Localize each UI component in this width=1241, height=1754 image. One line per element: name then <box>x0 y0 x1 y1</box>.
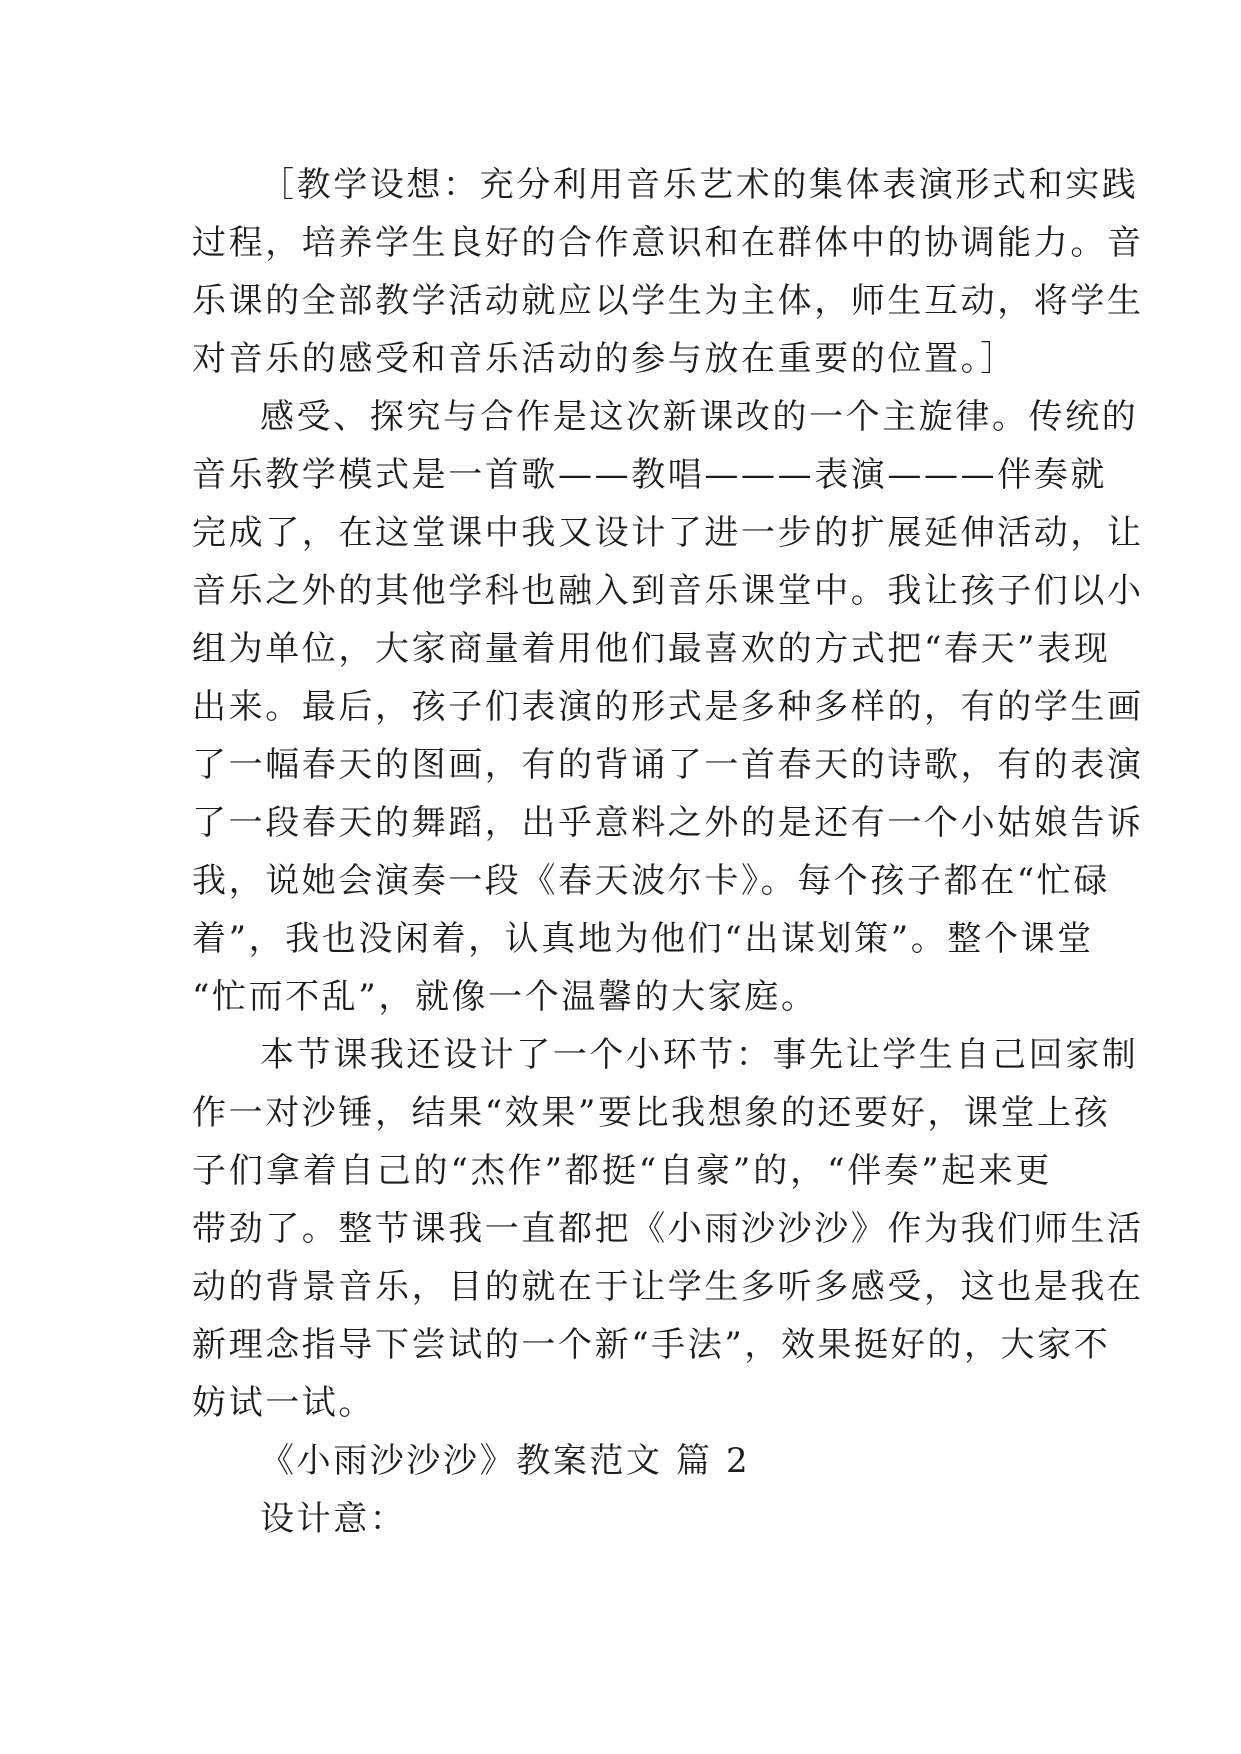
paragraph-new-curriculum <box>192 388 1144 1026</box>
section-heading: 《小雨沙沙沙》教案范文 篇 2 <box>260 1441 751 1481</box>
text-line: 新理念指导下尝试的一个新“手法”，效果挺好的，大家不 <box>192 1325 1111 1365</box>
text-line: ［教学设想：充分利用音乐艺术的集体表演形式和实践 <box>260 165 1139 205</box>
text-line: 了一幅春天的图画，有的背诵了一首春天的诗歌，有的表演 <box>192 745 1144 785</box>
text-line: 对音乐的感受和音乐活动的参与放在重要的位置。］ <box>192 339 1017 379</box>
text-line: 作一对沙锤，结果“效果”要比我想象的还要好，课堂上孩 <box>192 1093 1111 1133</box>
text-line: 了一段春天的舞蹈，出乎意料之外的是还有一个小姑娘告诉 <box>192 803 1144 843</box>
text-line: 出来。最后，孩子们表演的形式是多种多样的，有的学生画 <box>192 687 1144 727</box>
paragraph-sand-hammer <box>192 1026 1144 1432</box>
text-line: “忙而不乱”，就像一个温馨的大家庭。 <box>192 977 818 1017</box>
text-line: 子们拿着自己的“杰作”都挺“自豪”的，“伴奏”起来更 <box>192 1151 1052 1191</box>
text-line: 乐课的全部教学活动就应以学生为主体，师生互动，将学生 <box>192 281 1144 321</box>
text-line: 组为单位，大家商量着用他们最喜欢的方式把“春天”表现 <box>192 629 1111 669</box>
paragraph-teaching-concept <box>192 156 1144 388</box>
text-line: 音乐教学模式是一首歌——教唱———表演———伴奏就 <box>192 455 1107 495</box>
text-line: 感受、探究与合作是这次新课改的一个主旋律。传统的 <box>260 397 1139 437</box>
design-intent-label: 设计意： <box>260 1499 407 1539</box>
text-line: 动的背景音乐，目的就在于让学生多听多感受，这也是我在 <box>192 1267 1144 1307</box>
text-line: 音乐之外的其他学科也融入到音乐课堂中。我让孩子们以小 <box>192 571 1144 611</box>
document-body <box>192 156 1144 1548</box>
text-line: 我，说她会演奏一段《春天波尔卡》。每个孩子都在“忙碌 <box>192 861 1110 901</box>
text-line: 妨试一试。 <box>192 1383 375 1423</box>
text-line: 带劲了。整节课我一直都把《小雨沙沙沙》作为我们师生活 <box>192 1209 1144 1249</box>
text-line: 本节课我还设计了一个小环节：事先让学生自己回家制 <box>260 1035 1139 1075</box>
text-line: 着”，我也没闲着，认真地为他们“出谋划策”。整个课堂 <box>192 919 1094 959</box>
text-line: 完成了，在这堂课中我又设计了进一步的扩展延伸活动，让 <box>192 513 1144 553</box>
text-line: 过程，培养学生良好的合作意识和在群体中的协调能力。音 <box>192 223 1144 263</box>
